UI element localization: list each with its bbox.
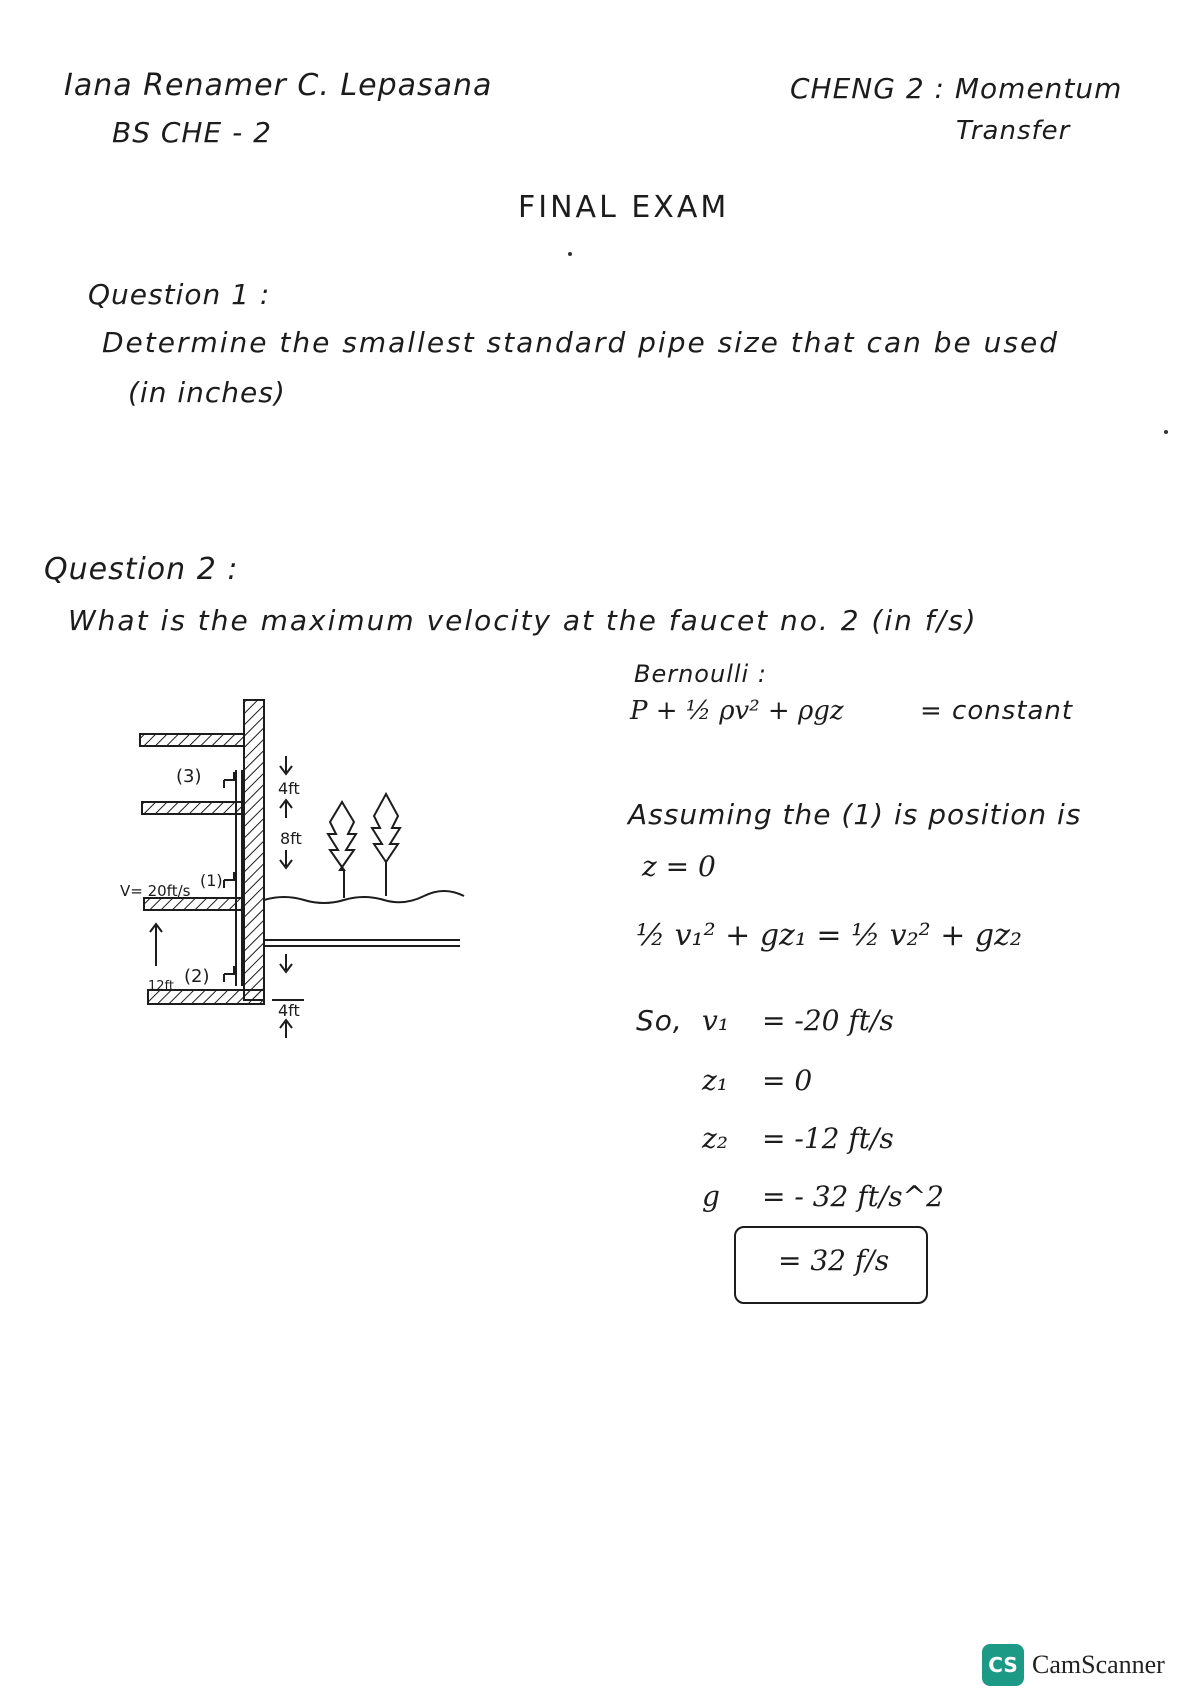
- wall: [244, 700, 264, 1000]
- course-title-line2: Transfer: [956, 116, 1071, 146]
- dimension-label-left: 12ft: [148, 979, 174, 994]
- bernoulli-label: Bernoulli :: [634, 660, 767, 688]
- tree-icon: [328, 802, 356, 870]
- faucet-1-icon: [224, 872, 234, 888]
- z-zero-assumption: z = 0: [642, 850, 716, 883]
- ink-dot: [568, 252, 572, 256]
- dimension-arrow: [280, 954, 292, 972]
- ink-dot: [1164, 430, 1168, 434]
- dimension-arrow: [280, 850, 292, 868]
- dimension-label-bottom: 4ft: [278, 1001, 300, 1020]
- camscanner-watermark: [982, 1644, 1165, 1686]
- value-variable: v₁: [702, 1004, 730, 1037]
- floor-3: [142, 802, 244, 814]
- value-amount: = -12 ft/s: [762, 1122, 894, 1155]
- student-name: Iana Renamer C. Lepasana: [64, 68, 493, 103]
- dimension-arrow: [280, 756, 292, 774]
- energy-equation: ½ v₁² + gz₁ = ½ v₂² + gz₂: [636, 918, 1022, 953]
- value-amount: = 0: [762, 1064, 813, 1097]
- question1-label: Question 1 :: [88, 278, 271, 311]
- question1-text-units: (in inches): [128, 376, 286, 409]
- value-variable: g: [702, 1180, 720, 1213]
- question2-text: What is the maximum velocity at the faucet no. 2 (in f/s): [68, 604, 978, 637]
- ground-line: [264, 891, 464, 903]
- student-program: BS CHE - 2: [112, 116, 272, 149]
- dimension-arrow: [150, 924, 162, 966]
- faucet-1-label: (1): [200, 871, 223, 890]
- question2-label: Question 2 :: [44, 552, 239, 587]
- faucet-3-label: (3): [176, 766, 202, 787]
- bernoulli-constant: = constant: [920, 696, 1074, 726]
- so-label: So,: [636, 1004, 683, 1037]
- dimension-arrow: [280, 1020, 292, 1038]
- value-amount: = - 32 ft/s^2: [762, 1180, 944, 1213]
- building-faucet-diagram: [120, 690, 480, 1090]
- velocity-label: V= 20ft/s: [120, 882, 191, 900]
- value-variable: z₂: [702, 1122, 728, 1155]
- camscanner-logo-icon: CS: [982, 1644, 1024, 1686]
- bernoulli-equation: P + ½ ρv² + ρgz: [630, 696, 844, 726]
- tree-icon: [372, 794, 400, 862]
- faucet-2-label: (2): [184, 966, 210, 987]
- value-variable: z₁: [702, 1064, 728, 1097]
- faucet-2-icon: [224, 966, 234, 982]
- dimension-label-top: 4ft: [278, 779, 300, 798]
- course-title-line1: CHENG 2 : Momentum: [790, 72, 1123, 105]
- value-amount: = -20 ft/s: [762, 1004, 894, 1037]
- assumption-text: Assuming the (1) is position is: [628, 798, 1082, 831]
- faucet-3-icon: [224, 772, 234, 788]
- dimension-label-middle: 8ft: [280, 829, 302, 848]
- final-answer: = 32 f/s: [778, 1244, 890, 1277]
- floor-top: [140, 734, 244, 746]
- camscanner-name: CamScanner: [1032, 1650, 1165, 1679]
- question1-text: Determine the smallest standard pipe size that can be used: [102, 326, 1059, 359]
- dimension-arrow: [280, 800, 292, 818]
- page-title: FINAL EXAM: [518, 190, 730, 225]
